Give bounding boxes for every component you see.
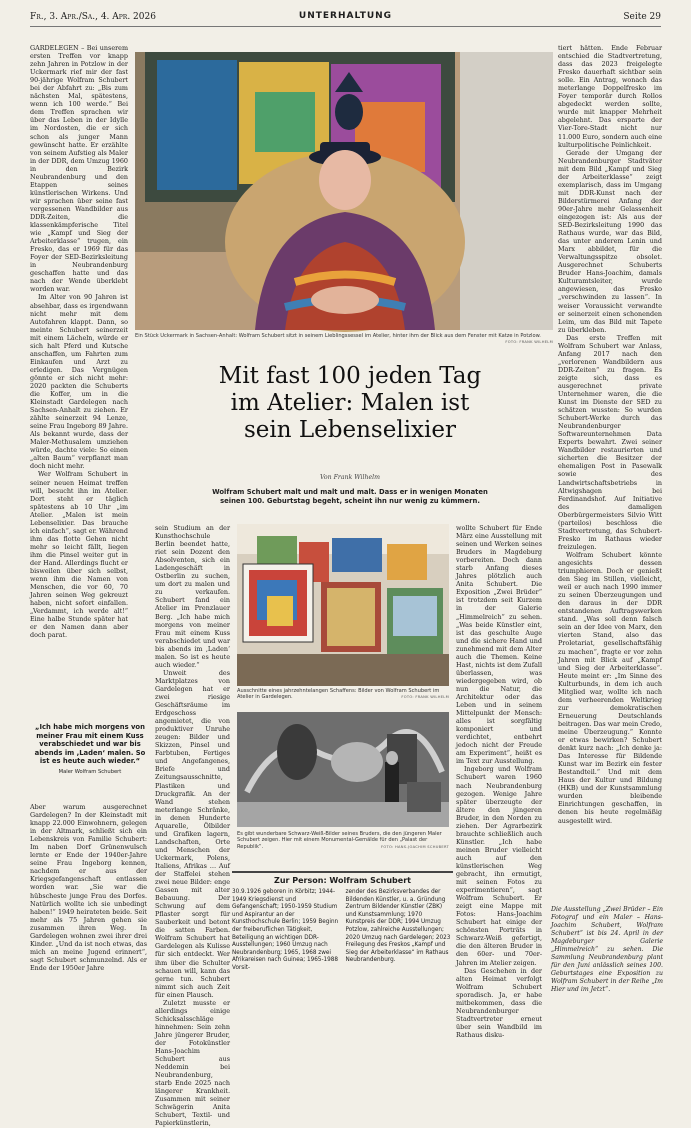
article-column-3 — [456, 524, 542, 1039]
person-info-box — [232, 871, 453, 1023]
section-title: UNTERHALTUNG — [298, 11, 393, 21]
atelier-photo — [237, 524, 449, 686]
byline: Von Frank Wilhelm — [320, 474, 380, 481]
photo-credit: FOTO: HANS-JOACHIM SCHUBERT — [381, 844, 449, 849]
page-header — [30, 10, 661, 27]
caption-text: Ein Stück Uckermark in Sachsen-Anhalt: Wolfram Schubert sitzt in seinem Lieblingssessel im Atelier, hinter ihm der Blick aus dem Fenster mit Katze in Potzlow. — [135, 333, 541, 339]
article-paragraph: Zuletzt musste er allerdings einige Schicksalsschläge hinnehmen: Sein zehn Jahre jüngerer Bruder, der Fotokünstler Hans-Joachim Schubert aus Neddemin bei Neubrandenburg, starb Ende 2025 nach längerer Krankheit. Zusammen mit seiner Schwägerin Anita Schubert, Textil- und Papierkünstlerin, — [155, 998, 230, 1128]
caption-text: Ausschnitte eines jahrzehntelangen Schaffens: Bilder von Wolfram Schubert im Atelier in Gardelegen. — [237, 688, 440, 701]
portrait-painter-image — [135, 52, 553, 330]
article-paragraph: Das Geschehen in der alten Heimat verfolgt Wolfram Schubert sporadisch. Ja, er habe mitbekommen, dass die Neubrandenburger Stadtvertreter erneut über sein Wandbild im Rathaus disku- — [456, 966, 542, 1039]
article-paragraph: sein Studium an der Kunsthochschule Berlin beendet hatte, riet sein Dozent den Absolventen, sich ein Ladengeschäft in Ostberlin zu suchen, um dort zu malen und zu verkaufen. Schubert fand ein Atelier im Prenzlauer Berg. „Ich habe mich morgens von meiner Frau mit einem Kuss verabschiedet und war bis abends im ,Laden‘ malen. So ist es heute auch wieder.“ — [155, 524, 230, 669]
quote-attribution: Maler Wolfram Schubert — [58, 768, 122, 775]
headline-line: sein Lebenselixier — [244, 417, 456, 443]
article-paragraph: Ingeborg und Wolfram Schubert waren 1960 nach Neubrandenburg gezogen. Wenige Jahre später überzeugte der ältere den jüngeren Bruder, in den Norden zu ziehen. Der Agrarbezirk brauchte schließlich auch Künstler. „Ich habe meinen Bruder vielleicht auch auf den künstlerischen Weg gebracht, ihn ermutigt, mit seinen Fotos zu experimentieren“, sagt Wolfram Schubert. Er zeigt eine Mappe mit Fotos: Hans-Joachim Schubert hat einige der schönsten Porträts in Schwarz-Weiß gefertigt, die den älteren Bruder in den 60er- und 70er-Jahren im Atelier zeigen. — [456, 765, 542, 967]
bw-monumental-painting-image — [237, 712, 449, 827]
exhibition-note: Die Ausstellung „Zwei Brüder – Ein Fotograf und ein Maler – Hans-Joachim Schubert, Wolfram Schubert“ ist bis 24. April in der Magdeburger Galerie „Himmelreich“ zu sehen. Die Sammlung Neubrandenburg plant für den Juni anlässlich seines 100. Geburtstages eine Exposition zu Wolfram Schubert in der Reihe „Im Hier und im Jetzt“. — [551, 906, 663, 993]
article-paragraph: Das erste Treffen mit Wolfram Schubert war Anlass, Anfang 2017 nach den „verlorenen Wandbildern aus DDR-Zeiten“ zu fragen. Es zeigte sich, dass es ausgerechnet private Unternehmer waren, die die Kunst im Dienste der SED zu schätzen wussten: So wurden Schubert-Werke durch das Neubrandenburger Softwareunternehmen Data Experts bewahrt. Zwei seiner Wandbilder restaurierten und sicherten die Besitzer der ehemaligen Post in Pasewalk sowie des Landwirtschaftsbetriebs in Altwigshagen bei Ferdinandshof. Auf Initiative des damaligen Oberbürgermeisters Silvio Witt (parteilos) beschloss die Stadtvertretung, das Schubert-Fresko im Rathaus wieder freizulegen. — [558, 333, 662, 551]
quote-text: „Ich habe mich morgens von meiner Frau mit einem Kuss verabschiedet und war bis abends im ,Laden‘ malen. So ist es heute auch wieder.“ — [34, 723, 146, 766]
person-box-column: 30.9.1926 geboren in Körbitz; 1944-1949 Kriegsdienst und Gefangenschaft; 1950-1959 Studium und Aspirantur an der Kunsthochschule Berlin; 1959 Beginn der freiberuflichen Tätigkeit, Beteiligung an wichtigen DDR-Ausstellungen; 1960 Umzug nach Neubrandenburg; 1965, 1968 zwei Afrikareisen nach Guinea; 1965-1988 Vorsit- — [232, 889, 339, 971]
main-photo — [135, 52, 553, 330]
article-column-1b — [30, 803, 147, 1021]
page-number: Seite 29 — [623, 12, 661, 22]
article-paragraph: Aber warum ausgerechnet Gardelegen? In der Kleinstadt mit knapp 22.000 Einwohnern, gelegen in der Altmark, schließt sich ein Lebenskreis von Familie Schubert: Im naben Dorf Grünenwulsch lernte er Ende der 1940er-Jahre seine Frau Ingeborg kennen, nachdem er aus der Kriegsgefangenschaft entlassen worden war. „Sie war die hübscheste junge Frau des Dorfes. Natürlich wollte ich sie unbedingt haben!“ 1949 heirateten beide. Seit mehr als 75 Jahren gehen sie zusammen ihren Weg. In Gardelegen wohnen zwei ihrer drei Kinder. „Und da ist noch etwas, das mich an meine Jugend erinnert“, sagt Schubert schmunzelnd. Als er Ende der 1950er Jahre — [30, 803, 147, 972]
article-paragraph: GARDELEGEN – Bei unserem ersten Treffen vor knapp zehn Jahren in Potzlow in der Uckermark rief mir der fast 90-jährige Wolfram Schubert bei der Abfahrt zu: „Bis zum nächsten Mal, spätestens, wenn ich 100 werde.“ Bei dem Treffen sprachen wir über das Leben in der Idylle im Nordosten, die er sich schon als junger Mann gewünscht hatte. Er erzählte von seinem Aufstieg als Maler in der DDR, dem Umzug 1960 in den Bezirk Neubrandenburg und den Etappen seines künstlerischen Wirkens. Und wir sprachen über seine fast vergessenen Wandbilder aus DDR-Zeiten, die klassenkämpferische Titel wie „Kampf und Sieg der Arbeiterklasse“ trugen, ein Fresko, das er 1969 für das Foyer der SED-Bezirksleitung in Neubrandenburg geschaffen hatte und das nach der Wende überklebt worden war. — [30, 44, 128, 294]
article-paragraph: Gerade der Umgang der Neubrandenburger Stadtväter mit dem Bild „Kampf und Sieg der Arbeiterklasse“ zeigt exemplarisch, dass im Umgang mit DDR-Kunst nach der Bilderstürmerei Anfang der 90er-Jahre mehr Gelassenheit eingezogen ist: Als aus der SED-Bezirksleitung 1990 das Rathaus wurde, war das Bild, das unter anderem Lenin und Marx abbildet, für die Verwaltungsspitze obsolet. Ausgerechnet Schuberts Bruder Hans-Joachim, damals Kulturamtsleiter, wurde angewiesen, das Fresko „verschwinden zu lassen“. In weiser Voraussicht verwandte er seinerzeit einen schonenden Leim, um das Bild mit Tapete zu überkleben. — [558, 148, 662, 334]
photo-credit: FOTO: FRANK WILHELM — [401, 695, 449, 700]
atelier-paintings-image — [237, 524, 449, 686]
article-paragraph: Im Alter von 90 Jahren ist absehbar, dass es irgendwann nicht mehr mit dem Autofahren klappt. Dann, so meinte Schubert seinerzeit mit einem Lächeln, würde er sich halt Pferd und Kutsche anschaffen, um Fahrten zum Einkaufen und Arzt zu erledigen. Das Vergnügen gönnte er sich nicht mehr: 2020 packten die Schuberts die Koffer, um in die Kleinstadt Gardelegen nach Sachsen-Anhalt zu ziehen. Er zählte seinerzeit 94 Lenze, seine Frau Ingeborg 89 Jahre. Als bekannt wurde, dass der Maler-Methusalem umziehen würde, dachte viele: So einen „alten Baum“ verpflanzt man doch nicht mehr. — [30, 293, 128, 471]
person-box-title: Zur Person: Wolfram Schubert — [274, 876, 411, 885]
bw-photo — [237, 712, 449, 827]
article-teaser: Wolfram Schubert malt und malt und malt. Dass er in wenigen Monaten seinen 100. Geburtstag begeht, scheint ihn nur wenig zu kümmern. — [212, 488, 488, 505]
main-photo-caption — [135, 333, 553, 346]
article-column-1 — [30, 44, 128, 706]
issue-date: Fr., 3. Apr./Sa., 4. Apr. 2026 — [30, 12, 156, 22]
headline-line: Mit fast 100 jeden Tag — [218, 363, 482, 389]
article-column-4 — [558, 44, 662, 902]
bw-photo-caption — [237, 831, 449, 850]
article-paragraph: wollte Schubert für Ende März eine Ausstellung mit seinen und Werken seines Bruders in Magdeburg vorbereiten. Doch dann starb Anfang dieses Jahres plötzlich auch Anita Schubert. Die Exposition „Zwei Brüder“ ist trotzdem seit Kurzem in der Galerie „Himmelreich“ zu sehen. „Was beide Künstler eint, ist das geschulte Auge und die sichere Hand und zunehmend mit dem Alter auch die Themen. Keine Hast, nichts ist dem Zufall überlassen, was wiedergegeben wird, ob nun die Natur, die Architektur oder das Leben und in seinem Mittelpunkt der Mensch: alles ist sorgfältig komponiert und verdichtet, entbehrt jedoch nicht der Freude am Experiment“, heißt es im Text zur Ausstellung. — [456, 524, 542, 766]
person-box-column: zender des Bezirksverbandes der Bildenden Künstler, u. a. Gründung Zentrum Bildender Künstler (ZBK) und Kunstsammlung; 1970 Kunstpreis der DDR; 1994 Umzug Potzlow, zahlreiche Ausstellungen; 2020 Umzug nach Gardelegen; 2023 Freilegung des Freskos „Kampf und Sieg der Arbeiterklasse“ im Rathaus Neubrandenburg. — [345, 889, 451, 964]
article-column-2 — [155, 524, 230, 1128]
article-paragraph: tiert hätten. Ende Februar entschied die Stadtvertretung, dass das 2023 freigelegte Fresko dauerhaft sichtbar sein solle. Ein Antrag, wonach das meterlange Doppelfresko im Foyer temporär durch Rollos abgedeckt werden sollte, wurde mit knapper Mehrheit abgelehnt. Das ersparte der Vier-Tore-Stadt nicht nur 11.000 Euro, sondern auch eine kulturpolitische Peinlichkeit. — [558, 44, 662, 149]
article-paragraph: Unweit des Marktplatzes von Gardelegen hat er zwei riesige Geschäftsräume im Erdgeschoss angemietet, die von produktiver Unruhe zeugen: Bilder und Skizzen, Pinsel und Farbtuben, Fertiges und Angefangenes, Briefe und Zeitungsausschnitte, Plastiken und Druckgrafik. An der Wand stehen meterlange Schränke, in denen Hunderte Aquarelle, Ölbilder und Grafiken lagern, Landschaften, Orte und Menschen der Uckermark, Polens, Italiens, Afrikas … Auf der Staffelei stehen zwei neue Bilder: enge Gassen mit alter Bebauung. Der Schwung auf dem Pflaster sorgt für Sauberkeit und betont die satten Farben. Wolfram Schubert hat Gardelegen als Kulisse für sich entdeckt. Wer ihm über die Schulter schauen will, kann das gerne tun. Schubert nimmt sich auch Zeit für einen Plausch. — [155, 668, 230, 999]
caption-text: Es gibt wunderbare Schwarz-Weiß-Bilder seines Bruders, die den jüngeren Maler Schubert zeigen. Hier mit einem Monumental-Gemälde für den „Palast der Republik“. — [237, 831, 442, 850]
photo-credit: FOTO: FRANK WILHELM — [505, 340, 553, 345]
atelier-photo-caption — [237, 688, 449, 701]
pull-quote — [30, 723, 150, 777]
headline-line: im Atelier: Malen ist — [230, 390, 470, 416]
article-paragraph: Wolfram Schubert könnte angesichts dessen triumphieren. Doch er genießt den Sieg im Stillen, vielleicht, weil er auch nach 1990 immer zu seinen Überzeugungen und den daraus in der DDR entstandenen Auftragswerken stand. „Was soll denn falsch sein an der Idee von Marx, den vierten Stand, also das Proletariat, gesellschaftsfähig zu machen“, fragte er vor zehn Jahren mit Blick auf „Kampf und Sieg der Arbeiterklasse“. Heute meint er: „Im Sinne des Kulturbunds, in dem ich auch Mitglied war, wollte ich nach dem verheerenden Weltkrieg zur demokratischen Erneuerung Deutschlands beitragen. Das war mein Credo, meine Überzeugung.“ Konnte er etwas bewirken? Schubert denkt kurz nach: „Ich denke ja: Das Interesse für Bildende Kunst war im Bezirk ein fester Bestandteil.“ Und mit dem Haus der Kultur und Bildung (HKB) und der Kunstsammlung wurden bleibende Einrichtungen geschaffen, in denen bis heute regelmäßig ausgestellt wird. — [558, 550, 662, 825]
article-paragraph: Wer Wolfram Schubert in seiner neuen Heimat treffen will, besucht ihn im Atelier. Dort steht er täglich spätestens ab 10 Uhr „im Atelier. „Malen ist mein Lebenselixier. Das brauche ich einfach“, sagt er. Während ihm das flotte Gehen nicht mehr so leicht fällt, liegen ihm die Pinsel weiter gut in der Hand. Allerdings flucht er bisweilen über sich selbst, wenn ihm die Namen von Menschen, die vor 60, 70 Jahren seinen Weg gekreuzt haben, nicht sofort einfallen. „Verdammt, ich werde alt!“ Eine halbe Stunde später hat er den Namen dann aber doch parat. — [30, 470, 128, 640]
article-headline — [205, 363, 495, 444]
